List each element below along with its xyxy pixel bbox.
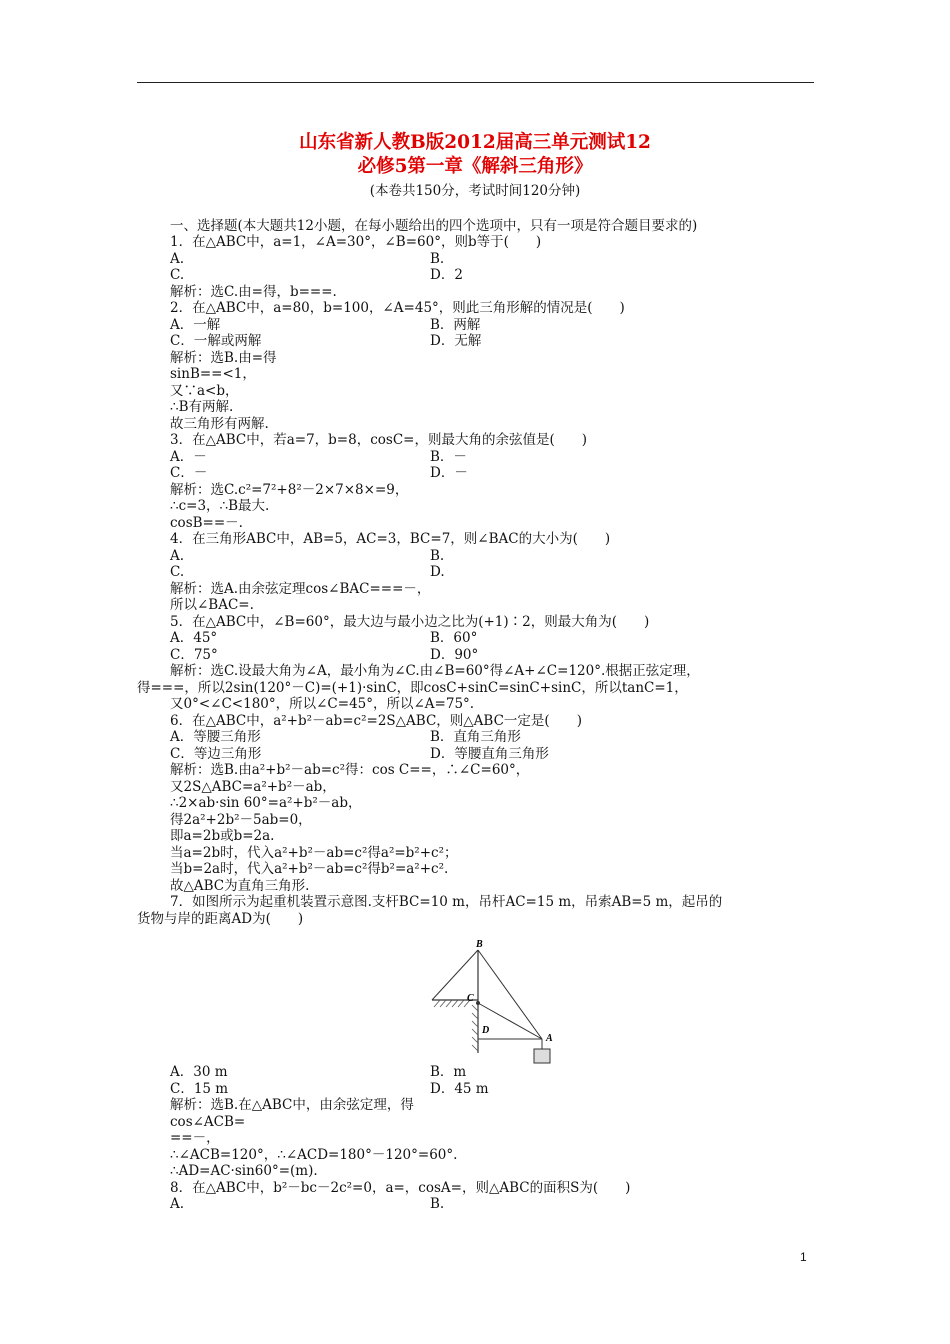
- page-number: 1: [800, 1250, 807, 1264]
- text-line: C.: [170, 564, 185, 580]
- option-right: D．45 m: [430, 1081, 489, 1097]
- text-line: ∴c=3，∴B最大.: [170, 498, 270, 514]
- label-a: A: [546, 1033, 553, 1044]
- text-line: 解析：选C.c²=7²+8²－2×7×8×=9，: [170, 482, 409, 498]
- text-line: 一、选择题(本大题共12小题，在每小题给出的四个选项中，只有一项是符合题目要求的): [170, 218, 698, 234]
- text-line: cosB==－.: [170, 515, 243, 531]
- text-line: A．一解: [170, 317, 221, 333]
- option-right: B．－: [430, 449, 467, 465]
- text-line: 又2S△ABC=a²+b²－ab，: [170, 779, 336, 795]
- text-line: 3．在△ABC中，若a=7，b=8，cosC=，则最大角的余弦值是( ): [170, 432, 588, 448]
- text-line: C．15 m: [170, 1081, 229, 1097]
- text-line: C．－: [170, 465, 208, 481]
- label-c: C: [467, 993, 474, 1004]
- text-line: 8．在△ABC中，b²－bc－2c²=0，a=，cosA=，则△ABC的面积S为( ): [170, 1180, 631, 1196]
- title-line-2: 必修5第一章《解斜三角形》: [357, 156, 593, 177]
- option-right: B．m: [430, 1064, 467, 1080]
- text-line: A.: [170, 1196, 185, 1212]
- text-line: A.: [170, 548, 185, 564]
- text-line: 又0°<∠C<180°，所以∠C=45°，所以∠A=75°.: [170, 696, 475, 712]
- text-line: 即a=2b或b=2a.: [170, 828, 275, 844]
- text-line: 货物与岸的距离AD为( ): [137, 911, 304, 927]
- text-line: 4．在三角形ABC中，AB=5，AC=3，BC=7，则∠BAC的大小为( ): [170, 531, 611, 547]
- text-line: ∴2×ab·sin 60°=a²+b²－ab，: [170, 795, 362, 811]
- text-line: ∴∠ACB=120°，∴∠ACD=180°－120°=60°.: [170, 1147, 458, 1163]
- text-line: 所以∠BAC=.: [170, 597, 254, 613]
- option-right: D．2: [430, 267, 463, 283]
- exam-note: (本卷共150分，考试时间120分钟): [369, 183, 581, 199]
- option-right: B．60°: [430, 630, 478, 646]
- text-line: 6．在△ABC中，a²+b²－ab=c²=2S△ABC，则△ABC一定是( ): [170, 713, 582, 729]
- option-right: B.: [430, 1196, 445, 1212]
- text-line: ∴B有两解.: [170, 399, 234, 415]
- text-line: A.: [170, 251, 185, 267]
- text-line: 解析：选B.由a²+b²－ab=c²得：cos C==，∴∠C=60°，: [170, 762, 530, 778]
- text-line: 解析：选B.由=得: [170, 350, 277, 366]
- text-line: sinB==<1，: [170, 366, 256, 382]
- text-line: 当a=2b时，代入a²+b²－ab=c²得a²=b²+c²；: [170, 845, 458, 861]
- option-right: B.: [430, 251, 445, 267]
- text-line: C．75°: [170, 647, 218, 663]
- option-right: B.: [430, 548, 445, 564]
- text-line: A．30 m: [170, 1064, 228, 1080]
- option-right: D．无解: [430, 333, 482, 349]
- text-line: A．－: [170, 449, 207, 465]
- text-line: 5．在△ABC中，∠B=60°，最大边与最小边之比为(+1)∶2，则最大角为( ): [170, 614, 650, 630]
- text-line: ==－，: [170, 1130, 220, 1146]
- label-b: B: [476, 939, 483, 950]
- text-line: A．45°: [170, 630, 218, 646]
- text-line: A．等腰三角形: [170, 729, 261, 745]
- text-line: 2．在△ABC中，a=80，b=100，∠A=45°，则此三角形解的情况是( ): [170, 300, 625, 316]
- text-line: C．一解或两解: [170, 333, 262, 349]
- title-line-1: 山东省新人教B版2012届高三单元测试12: [299, 132, 651, 153]
- text-line: C．等边三角形: [170, 746, 262, 762]
- text-line: 又∵a<b，: [170, 383, 239, 399]
- text-line: C.: [170, 267, 185, 283]
- option-right: B．直角三角形: [430, 729, 521, 745]
- text-line: 得===，所以2sin(120°－C)=(+1)·sinC，即cosC+sinC=sinC+sinC，所以tanC=1，: [137, 680, 688, 696]
- label-d: D: [482, 1025, 490, 1036]
- option-right: D．等腰直角三角形: [430, 746, 549, 762]
- text-line: 故△ABC为直角三角形.: [170, 878, 310, 894]
- text-line: 解析：选A.由余弦定理cos∠BAC===－，: [170, 581, 431, 597]
- option-right: D．－: [430, 465, 468, 481]
- option-right: B．两解: [430, 317, 481, 333]
- option-right: D．90°: [430, 647, 479, 663]
- crane-diagram: [420, 935, 560, 1070]
- text-line: 故三角形有两解.: [170, 416, 269, 432]
- text-line: ∴AD=AC·sin60°=(m).: [170, 1163, 318, 1179]
- text-line: 1．在△ABC中，a=1，∠A=30°，∠B=60°，则b等于( ): [170, 234, 542, 250]
- text-line: 得2a²+2b²－5ab=0，: [170, 812, 312, 828]
- text-line: 7．如图所示为起重机装置示意图.支杆BC=10 m，吊杆AC=15 m，吊索AB=5 m，起吊的: [170, 894, 723, 910]
- text-line: 解析：选C.设最大角为∠A，最小角为∠C.由∠B=60°得∠A+∠C=120°.根据正弦定理，: [170, 663, 700, 679]
- text-line: 解析：选C.由=得，b===.: [170, 284, 337, 300]
- text-line: 解析：选B.在△ABC中，由余弦定理，得: [170, 1097, 414, 1113]
- option-right: D.: [430, 564, 445, 580]
- top-rule: [137, 82, 814, 83]
- text-line: 当b=2a时，代入a²+b²－ab=c²得b²=a²+c².: [170, 861, 449, 877]
- text-line: cos∠ACB=: [170, 1114, 246, 1130]
